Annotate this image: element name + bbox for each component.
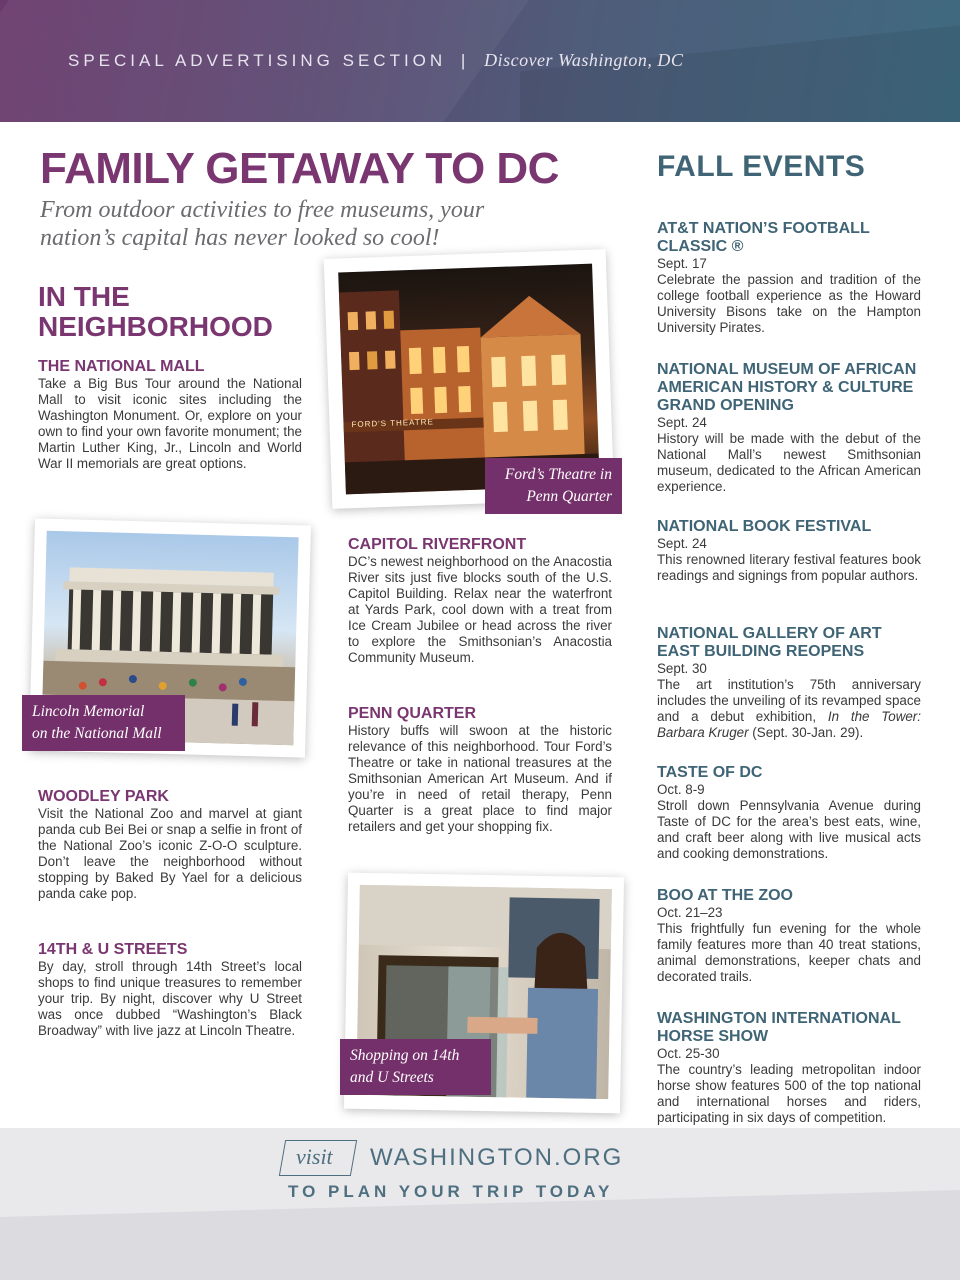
event-date: Oct. 21–23 <box>657 905 723 920</box>
page-subtitle: From outdoor activities to free museums, your nation’s capital has never looked so cool! <box>40 197 485 251</box>
event-title: TASTE OF DC <box>657 764 763 781</box>
event-item <box>657 625 921 741</box>
caption-fords-theatre <box>485 458 622 514</box>
event-body-italic: In the Tower: Barbara Kruger <box>657 709 921 740</box>
event-title: BOO AT THE ZOO <box>657 887 793 904</box>
event-item <box>657 220 921 336</box>
neighborhood-body: DC’s newest neighborhood on the Anacostia River sits just five blocks south of the U.S. Capitol Building. Relax near the waterfront at Yards Park, cool down with a treat from Ice Cream Jubilee or head across the river to explore the Smithsonian’s Anacostia Community Museum. <box>348 554 612 665</box>
caption-line2: and U Streets <box>350 1069 434 1086</box>
event-title: AT&T NATION’S FOOTBALL CLASSIC ® <box>657 220 870 255</box>
fords-sign: FORD'S THEATRE <box>351 417 434 430</box>
neighborhood-body: Visit the National Zoo and marvel at giant panda cub Bei Bei or snap a selfie in front of the National Zoo’s iconic Z-O-O sculpture. Don’t leave the neighborhood without stopping by Baked By Yael for a delicious panda cake pop. <box>38 806 302 901</box>
caption-line1: Ford’s Theatre in <box>504 466 612 483</box>
section-title <box>38 282 273 342</box>
caption-line1: Lincoln Memorial <box>32 703 145 720</box>
caption-shopping <box>340 1039 491 1095</box>
event-title: NATIONAL BOOK FESTIVAL <box>657 518 872 535</box>
neighborhood-title: CAPITOL RIVERFRONT <box>348 536 527 553</box>
event-item <box>657 764 921 862</box>
event-body <box>657 677 921 741</box>
event-item <box>657 518 921 584</box>
event-body-text: The art institution’s 75th anniversary includes the unveiling of its revamped space and a debut exhibition, <box>657 677 921 724</box>
event-body: History will be made with the debut of the National Mall’s newest Smithsonian museum, dedicated to the African American experience. <box>657 431 921 494</box>
events-heading: FALL EVENTS <box>657 150 866 183</box>
event-body-tail: (Sept. 30-Jan. 29). <box>752 725 864 740</box>
event-title: WASHINGTON INTERNATIONAL HORSE SHOW <box>657 1010 901 1045</box>
neighborhood-title: 14TH & U STREETS <box>38 941 188 958</box>
caption-lincoln-memorial <box>22 695 185 751</box>
banner-separator: | <box>460 51 470 70</box>
event-body: This frightfully fun evening for the whole family features more than 40 treat stations, animal demonstrations, keeper chats and decorated trails. <box>657 921 921 984</box>
event-body: Stroll down Pennsylvania Avenue during Taste of DC for the area’s best eats, wine, and craft beer along with live musical acts and cooking demonstrations. <box>657 798 921 861</box>
neighborhood-penn-quarter <box>348 705 612 835</box>
event-date: Sept. 24 <box>657 415 707 430</box>
caption-line2: Penn Quarter <box>526 488 612 505</box>
website-link[interactable]: WASHINGTON.ORG <box>370 1144 624 1171</box>
event-body: The country’s leading metropolitan indoor horse show features 500 of the top national and international horses and riders, participating in six days of competition. <box>657 1062 921 1125</box>
banner-text <box>68 50 683 71</box>
event-body: Celebrate the passion and tradition of the college football experience as the Howard University Bisons take on the Hampton University Pirates. <box>657 272 921 335</box>
event-item <box>657 361 921 495</box>
event-item <box>657 1010 921 1126</box>
neighborhood-title: PENN QUARTER <box>348 705 477 722</box>
neighborhood-woodley-park <box>38 788 302 902</box>
event-date: Sept. 24 <box>657 536 707 551</box>
neighborhood-14th-u <box>38 941 302 1039</box>
section-title-line2: NEIGHBORHOOD <box>38 311 273 342</box>
discover-label: Discover Washington, DC <box>484 50 684 70</box>
neighborhood-body: History buffs will swoon at the historic relevance of this neighborhood. Tour Ford’s Theatre or take in national treasures at the Smithsonian American Art Museum. And if you’re in need of retail therapy, Penn Quarter is a great place to find major retailers and get your shopping fix. <box>348 723 612 834</box>
section-label: SPECIAL ADVERTISING SECTION <box>68 51 447 70</box>
neighborhood-capitol-riverfront <box>348 536 612 666</box>
event-title: NATIONAL GALLERY OF ART EAST BUILDING REOPENS <box>657 625 882 660</box>
page-title: FAMILY GETAWAY TO DC <box>40 144 559 193</box>
neighborhood-national-mall <box>38 358 302 472</box>
caption-line1: Shopping on 14th <box>350 1047 460 1064</box>
event-title: NATIONAL MUSEUM OF AFRICAN AMERICAN HISTORY & CULTURE GRAND OPENING <box>657 361 917 414</box>
neighborhood-title: WOODLEY PARK <box>38 788 169 805</box>
event-body: This renowned literary festival features book readings and signings from popular authors. <box>657 552 921 583</box>
event-date: Sept. 30 <box>657 661 707 676</box>
event-date: Oct. 8-9 <box>657 782 705 797</box>
header-banner <box>0 0 960 122</box>
section-title-line1: IN THE <box>38 281 130 312</box>
event-date: Sept. 17 <box>657 256 707 271</box>
visit-label: visit <box>296 1144 333 1169</box>
neighborhood-body: Take a Big Bus Tour around the National Mall to visit iconic sites including the Washington Monument. Or, explore on your own to find your own favorite monument; the Martin Luther King, Jr., Lincoln and World War II memorials are great options. <box>38 376 302 471</box>
event-date: Oct. 25-30 <box>657 1046 720 1061</box>
neighborhood-body: By day, stroll through 14th Street’s local shops to find unique treasures to remember your trip. By night, discover why U Street was once dubbed “Washington’s Black Broadway” with live jazz at Lincoln Theatre. <box>38 959 302 1038</box>
plan-tagline: TO PLAN YOUR TRIP TODAY <box>288 1182 614 1201</box>
event-item <box>657 887 921 985</box>
caption-line2: on the National Mall <box>32 725 162 742</box>
neighborhood-title: THE NATIONAL MALL <box>38 358 205 375</box>
